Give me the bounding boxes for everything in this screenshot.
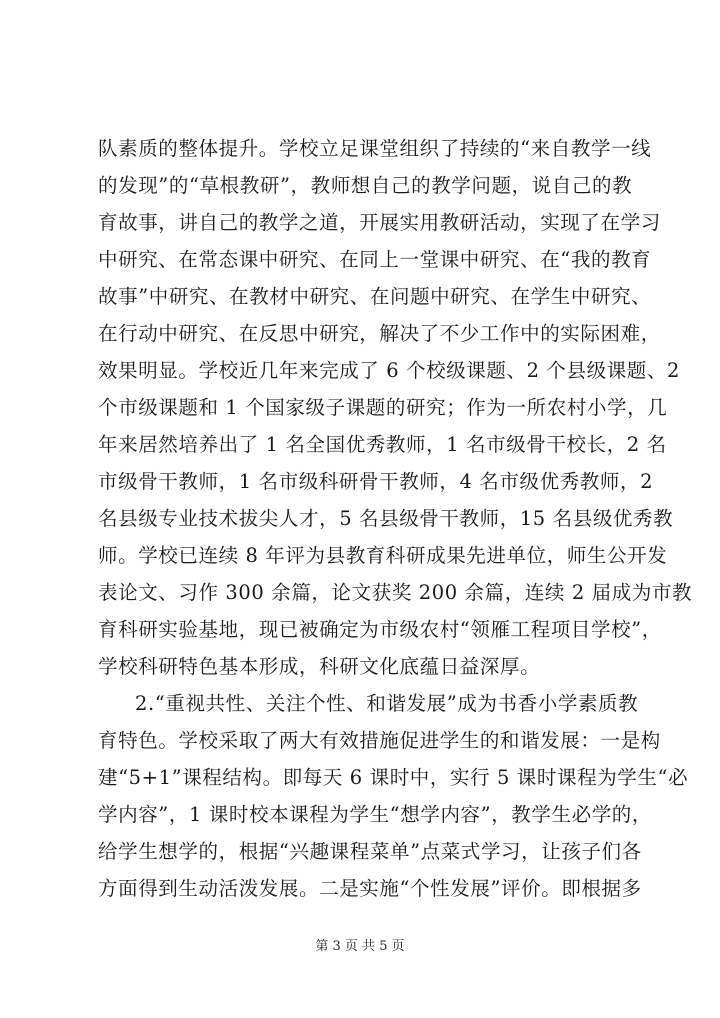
text-line-5: 故事”中研究、在教材中研究、在问题中研究、在学生中研究、 bbox=[98, 285, 652, 308]
text-line-4: 中研究、在常态课中研究、在同上一堂课中研究、在“我的教育 bbox=[98, 248, 652, 271]
text-line-15: 学校科研特色基本形成，科研文化底蕴日益深厚。 bbox=[98, 655, 541, 678]
text-line-21: 方面得到生动活泼发展。二是实施“个性发展”评价。即根据多 bbox=[98, 877, 642, 900]
text-line-20: 给学生想学的，根据“兴趣课程菜单”点菜式学习，让孩子们各 bbox=[98, 840, 642, 863]
text-line-1: 队素质的整体提升。学校立足课堂组织了持续的“来自教学一线 bbox=[98, 137, 652, 160]
text-line-9: 年来居然培养出了 1 名全国优秀教师，1 名市级骨干校长，2 名 bbox=[98, 433, 667, 456]
text-line-2: 的发现”的“草根教研”，教师想自己的教学问题，说自己的教 bbox=[98, 174, 633, 197]
text-line-11: 名县级专业技术拔尖人才，5 名县级骨干教师，15 名县级优秀教 bbox=[98, 507, 674, 530]
text-line-12: 师。学校已连续 8 年评为县教育科研成果先进单位，师生公开发 bbox=[98, 544, 668, 567]
text-line-3: 育故事，讲自己的教学之道，开展实用教研活动，实现了在学习 bbox=[98, 211, 661, 234]
text-line-19: 学内容”，1 课时校本课程为学生“想学内容”，教学生必学的， bbox=[98, 803, 653, 826]
text-line-14: 育科研实验基地，现已被确定为市级农村“领雁工程项目学校”， bbox=[98, 618, 662, 641]
text-line-17: 育特色。学校采取了两大有效措施促进学生的和谐发展：一是构 bbox=[98, 729, 661, 752]
text-line-13: 表论文、习作 300 余篇，论文获奖 200 余篇，连续 2 届成为市教 bbox=[98, 581, 693, 604]
text-line-16: 2.“重视共性、关注个性、和谐发展”成为书香小学素质教 bbox=[135, 692, 639, 715]
text-line-10: 市级骨干教师，1 名市级科研骨干教师，4 名市级优秀教师，2 bbox=[98, 470, 654, 493]
text-line-7: 效果明显。学校近几年来完成了 6 个校级课题、2 个县级课题、2 bbox=[98, 359, 681, 382]
text-line-6: 在行动中研究、在反思中研究，解决了不少工作中的实际困难， bbox=[98, 322, 661, 345]
text-line-18: 建“5+1”课程结构。即每天 6 课时中，实行 5 课时课程为学生“必 bbox=[98, 766, 689, 789]
page-footer: 第 3 页 共 5 页 bbox=[315, 939, 405, 954]
text-line-8: 个市级课题和 1 个国家级子课题的研究；作为一所农村小学，几 bbox=[98, 396, 668, 419]
